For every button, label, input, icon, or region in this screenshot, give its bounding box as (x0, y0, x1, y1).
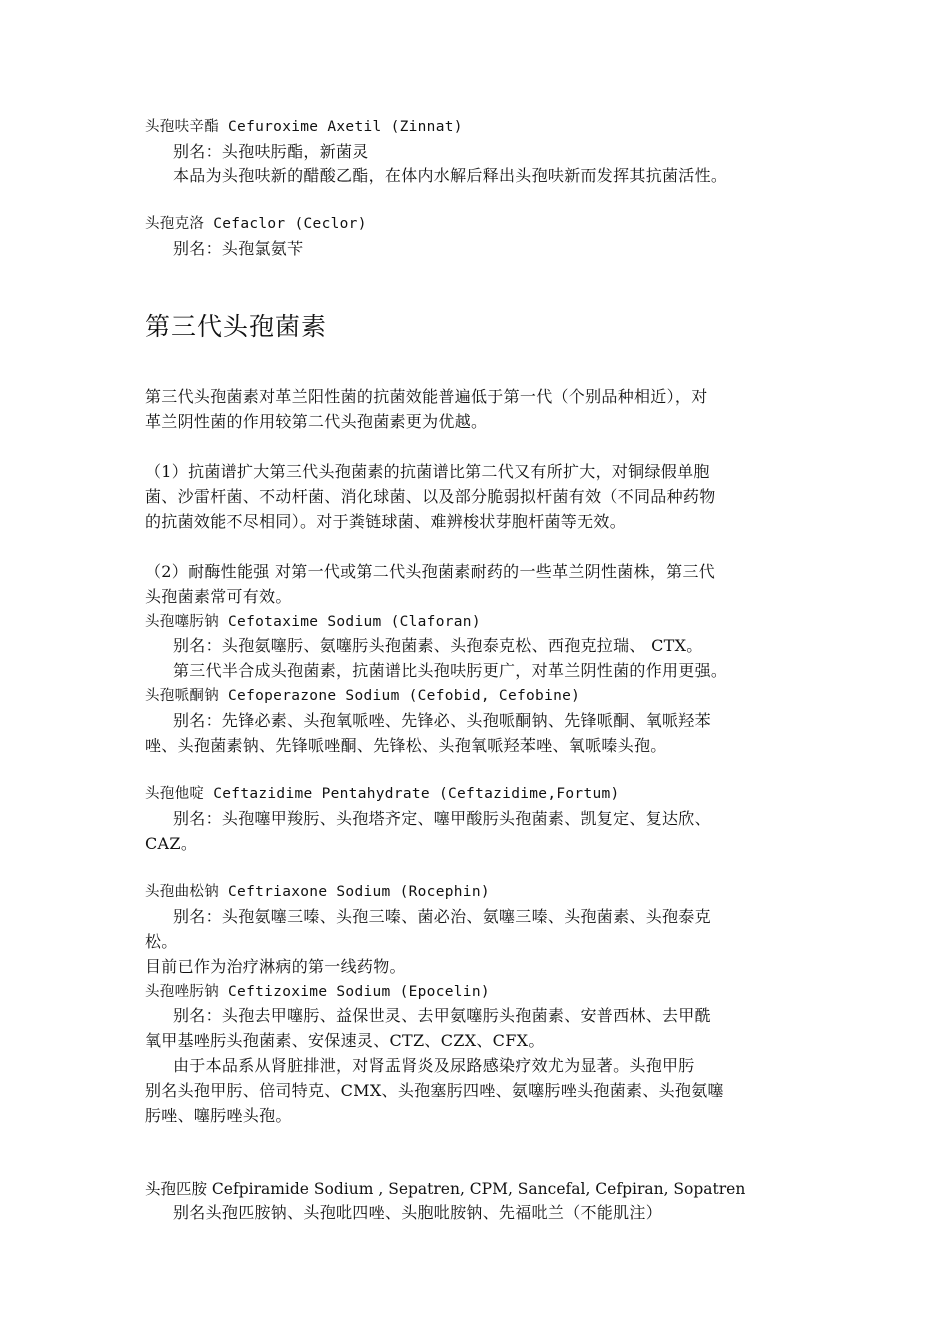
alias-line: 别名头孢甲肟、倍司特克、CMX、头孢塞肟四唑、氨噻肟唑头孢菌素、头孢氨噻 (145, 1081, 724, 1100)
drug-title-cefoperazone: 头孢哌酮钠 Cefoperazone Sodium (Cefobid, Cefobine) (145, 688, 581, 704)
drug-title-ceftazidime: 头孢他啶 Ceftazidime Pentahydrate (Ceftazidime,Fortum) (145, 786, 620, 802)
paragraph-line: 头孢菌素常可有效。 (145, 587, 292, 606)
alias-line-continued: 氧甲基唑肟头孢菌素、安保速灵、CTZ、CZX、CFX。 (145, 1031, 545, 1050)
paragraph-line: 的抗菌效能不尽相同）。对于粪链球菌、难辨梭状芽胞杆菌等无效。 (145, 512, 627, 531)
drug-title-cefotaxime: 头孢噻肟钠 Cefotaxime Sodium (Claforan) (145, 614, 481, 630)
drug-title-cefaclor: 头孢克洛 Cefaclor (Ceclor) (145, 216, 367, 232)
paragraph-line: 菌、沙雷杆菌、不动杆菌、消化球菌、以及部分脆弱拟杆菌有效（不同品种药物 (145, 487, 716, 506)
description-line: 第三代半合成头孢菌素，抗菌谱比头孢呋肟更广，对革兰阴性菌的作用更强。 (173, 661, 728, 680)
description-line: 本品为头孢呋新的醋酸乙酯，在体内水解后释出头孢呋新而发挥其抗菌活性。 (173, 166, 728, 185)
alias-line: 别名：先锋必素、头孢氧哌唑、先锋必、头孢哌酮钠、先锋哌酮、氧哌羟苯 (173, 711, 711, 730)
alias-line-continued: 唑、头孢菌素钠、先锋哌唑酮、先锋松、头孢氧哌羟苯唑、氧哌嗪头孢。 (145, 736, 667, 755)
description-line: 目前已作为治疗淋病的第一线药物。 (145, 957, 406, 976)
drug-title-cefuroxime-axetil: 头孢呋辛酯 Cefuroxime Axetil (Zinnat) (145, 119, 463, 135)
alias-line-continued: 松。 (145, 932, 178, 951)
alias-line: 别名：头孢去甲噻肟、益保世灵、去甲氨噻肟头孢菌素、安普西林、去甲酰 (173, 1006, 711, 1025)
alias-line: 别名：头孢噻甲羧肟、头孢塔齐定、噻甲酸肟头孢菌素、凯复定、复达欣、 (173, 809, 711, 828)
drug-title-ceftizoxime: 头孢唑肟钠 Ceftizoxime Sodium (Epocelin) (145, 984, 490, 1000)
paragraph-line: （2）耐酶性能强 对第一代或第二代头孢菌素耐药的一些革兰阴性菌株，第三代 (145, 562, 716, 581)
alias-line: 别名：头孢呋肟酯，新菌灵 (173, 142, 369, 161)
alias-line-continued: CAZ。 (145, 834, 198, 853)
paragraph-line: 第三代头孢菌素对革兰阳性菌的抗菌效能普遍低于第一代（个别品种相近），对 (145, 387, 708, 406)
section-heading: 第三代头孢菌素 (145, 312, 328, 341)
alias-line: 别名：头孢氨噻三嗪、头孢三嗪、菌必治、氨噻三嗪、头孢菌素、头孢泰克 (173, 907, 711, 926)
paragraph-line: 革兰阴性菌的作用较第二代头孢菌素更为优越。 (145, 412, 488, 431)
paragraph-line: （1）抗菌谱扩大第三代头孢菌素的抗菌谱比第二代又有所扩大，对铜绿假单胞 (145, 462, 710, 481)
alias-line: 别名：头孢氯氨苄 (173, 239, 304, 258)
alias-line: 别名头孢匹胺钠、头孢吡四唑、头胞吡胺钠、先福吡兰（不能肌注） (173, 1203, 663, 1222)
alias-line-continued: 肟唑、噻肟唑头孢。 (145, 1106, 292, 1125)
alias-line: 别名：头孢氨噻肟、氨噻肟头孢菌素、头孢泰克松、西孢克拉瑞、 CTX。 (173, 636, 703, 655)
drug-title-cefpiramide: 头孢匹胺 Cefpiramide Sodium , Sepatren, CPM, Sancefal, Cefpiran, Sopatren (145, 1180, 746, 1198)
drug-title-ceftriaxone: 头孢曲松钠 Ceftriaxone Sodium (Rocephin) (145, 884, 490, 900)
description-line: 由于本品系从肾脏排泄，对肾盂肾炎及尿路感染疗效尤为显著。头孢甲肟 (173, 1056, 695, 1075)
